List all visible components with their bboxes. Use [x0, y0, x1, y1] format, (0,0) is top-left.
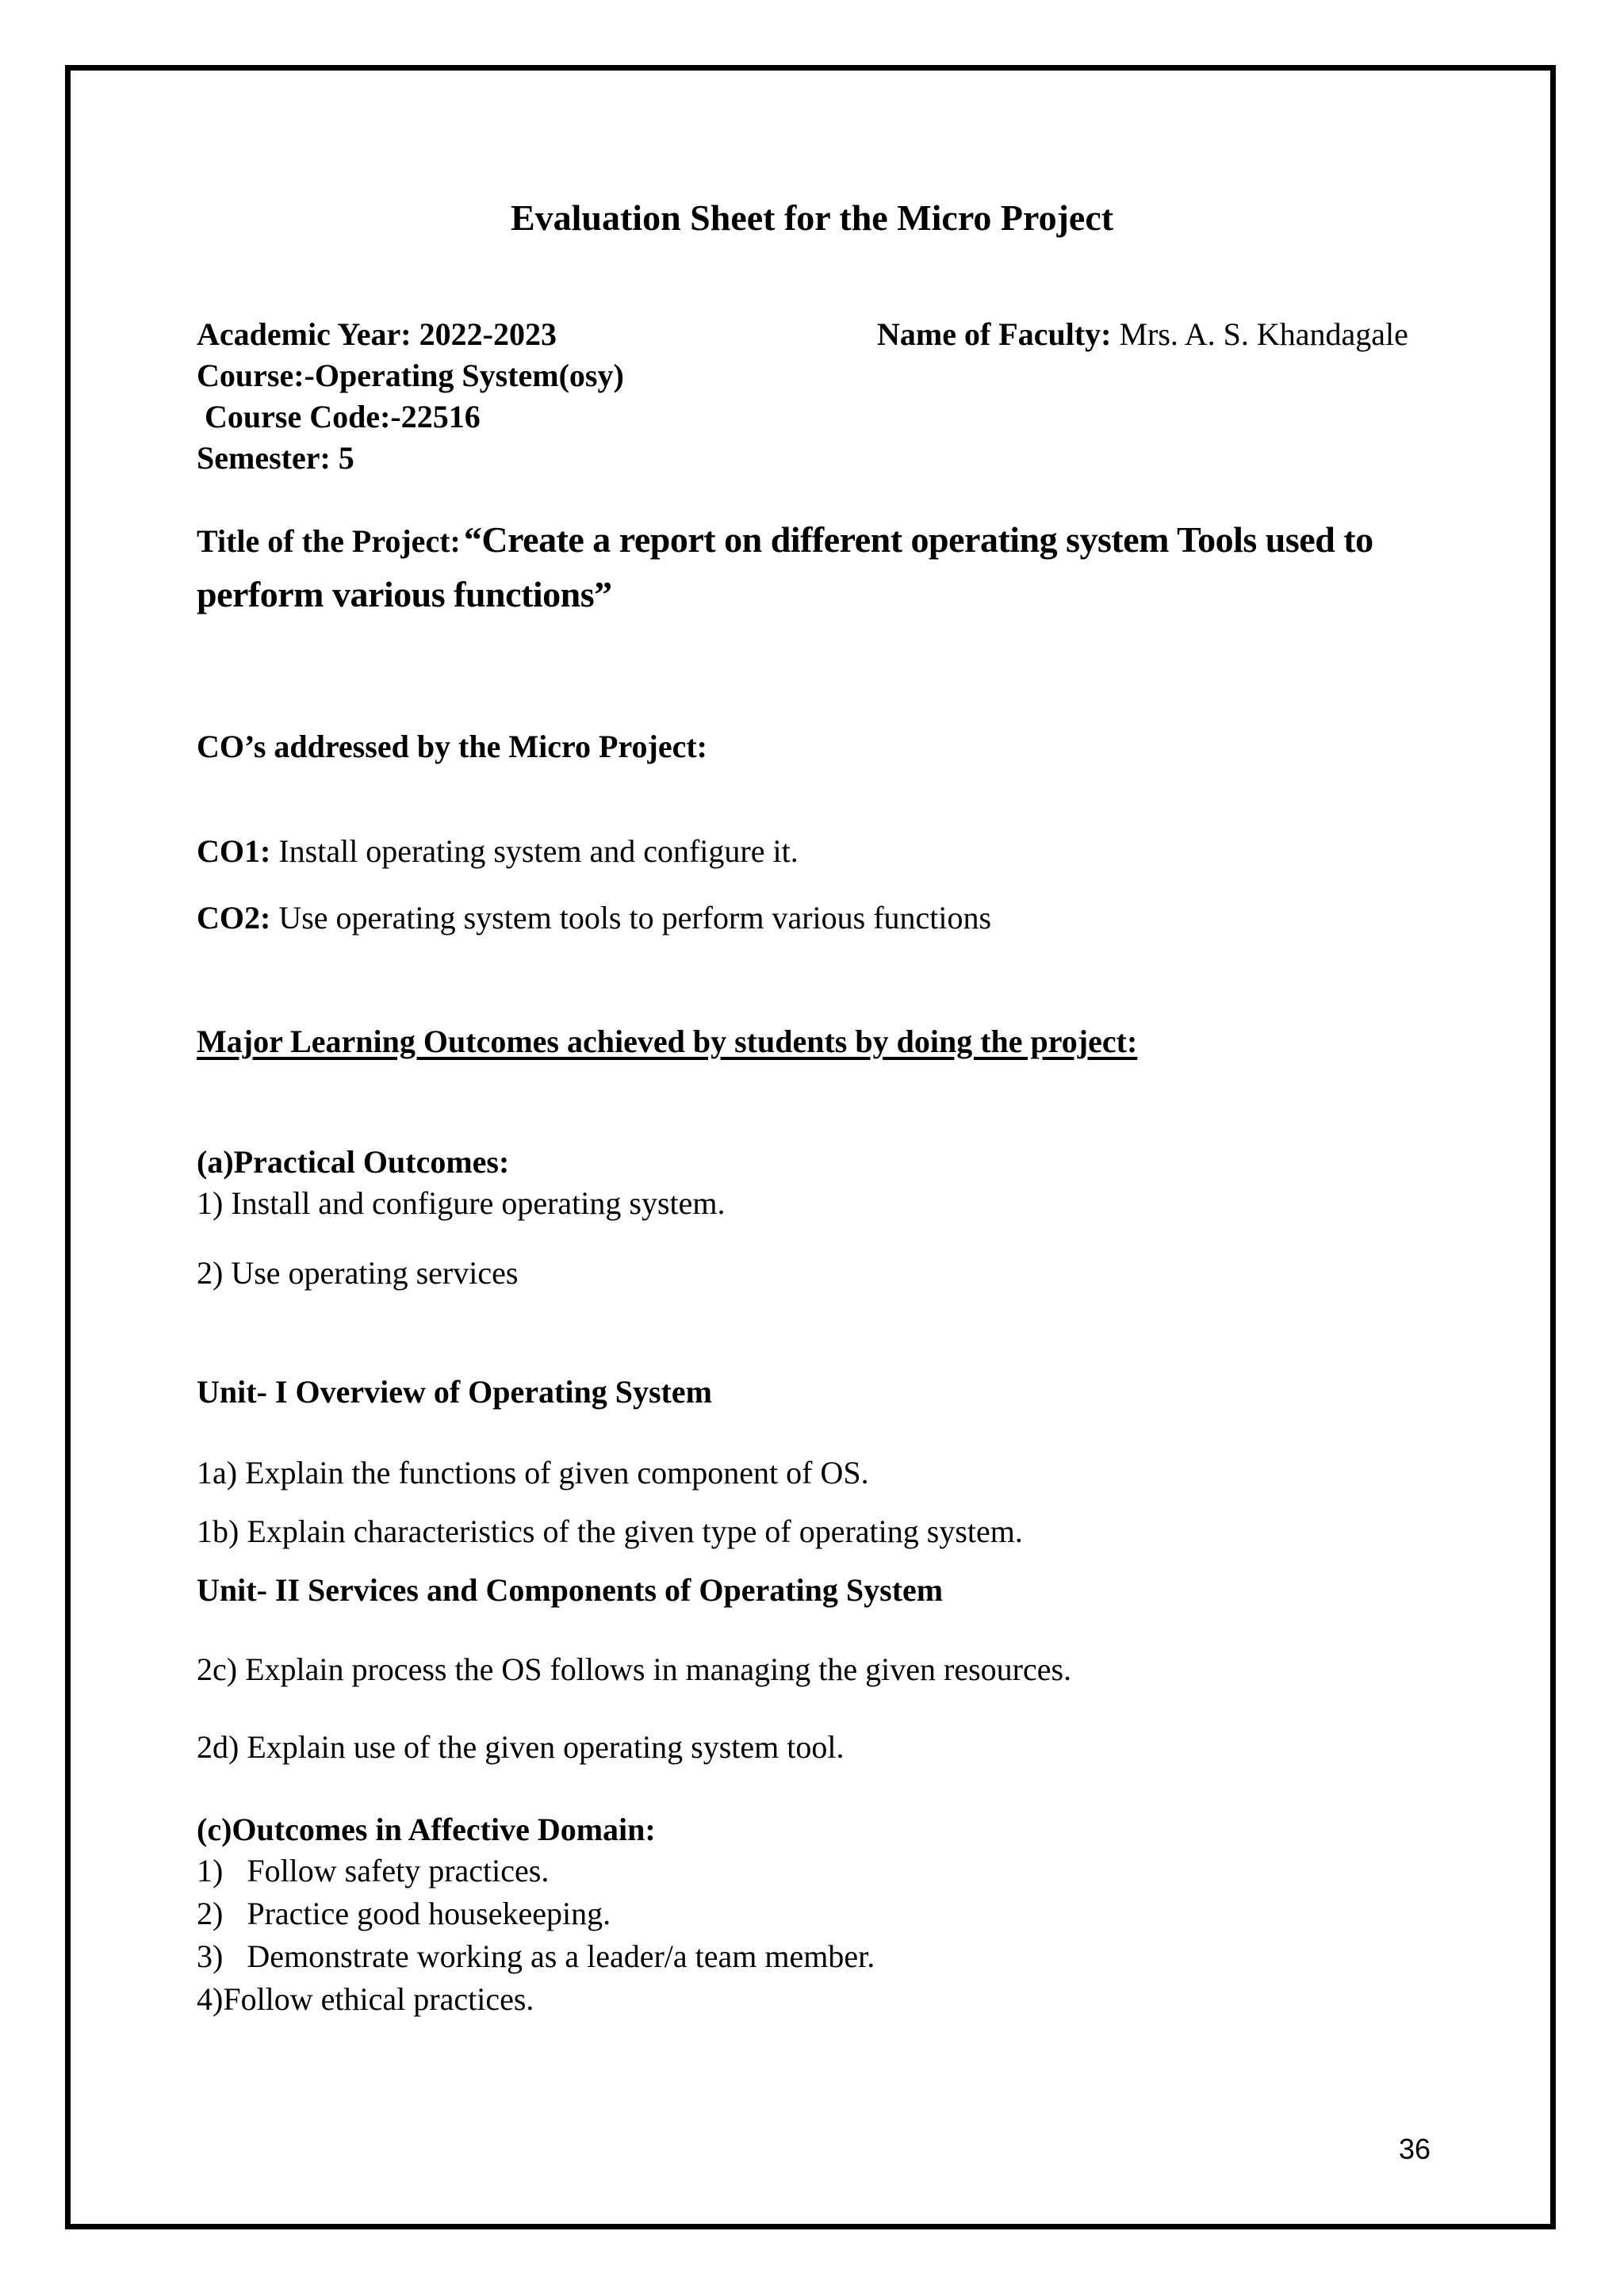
unit1-item-1: 1a) Explain the functions of given component of OS.: [197, 1455, 869, 1490]
practical-item-1: 1) Install and configure operating system.: [197, 1185, 726, 1221]
co-text: Use operating system tools to perform various functions: [278, 900, 992, 936]
academic-year-value: 2022-2023: [419, 316, 557, 352]
faculty-label: Name of Faculty:: [877, 316, 1112, 352]
semester: Semester: 5: [197, 440, 354, 476]
practical-item-2: 2) Use operating services: [197, 1255, 519, 1291]
course-code: Course Code:-22516: [205, 399, 481, 434]
unit2-item-1: 2c) Explain process the OS follows in managing the given resources.: [197, 1651, 1072, 1687]
cos-heading: CO’s addressed by the Micro Project:: [197, 729, 707, 764]
co-label: CO2:: [197, 900, 271, 936]
co-item-2: [197, 899, 991, 936]
co-label: CO1:: [197, 833, 271, 869]
co-item-1: [197, 832, 799, 870]
page-number: 36: [1399, 2133, 1431, 2165]
project-title-text: “Create a report on different operating system Tools used to perform various functions”: [197, 519, 1373, 614]
affective-item-3: 3) Demonstrate working as a leader/a team member.: [197, 1938, 875, 1974]
project-title-block: [197, 517, 1434, 626]
affective-item-1: 1) Follow safety practices.: [197, 1853, 550, 1888]
unit1-item-2: 1b) Explain characteristics of the given type of operating system.: [197, 1513, 1023, 1549]
academic-year-label: Academic Year:: [197, 316, 412, 352]
co-text: Install operating system and configure it.: [278, 833, 799, 869]
course: Course:-Operating System(osy): [197, 358, 624, 393]
affective-item-2: 2) Practice good housekeeping.: [197, 1896, 611, 1931]
faculty-value: Mrs. A. S. Khandagale: [1119, 316, 1408, 352]
academic-year: [197, 316, 557, 353]
unit2-item-2: 2d) Explain use of the given operating system tool.: [197, 1729, 845, 1765]
project-title-label: Title of the Project:: [197, 523, 461, 559]
faculty-name: [877, 316, 1408, 353]
affective-heading: (c)Outcomes in Affective Domain:: [197, 1812, 656, 1847]
unit1-heading: Unit- I Overview of Operating System: [197, 1374, 712, 1410]
page-title: Evaluation Sheet for the Micro Project: [510, 197, 1114, 238]
practical-heading: (a)Practical Outcomes:: [197, 1144, 510, 1180]
affective-item-4: 4)Follow ethical practices.: [197, 1981, 534, 2017]
unit2-heading: Unit- II Services and Components of Operating System: [197, 1572, 944, 1608]
major-outcomes-heading: Major Learning Outcomes achieved by students by doing the project:: [197, 1024, 1138, 1059]
